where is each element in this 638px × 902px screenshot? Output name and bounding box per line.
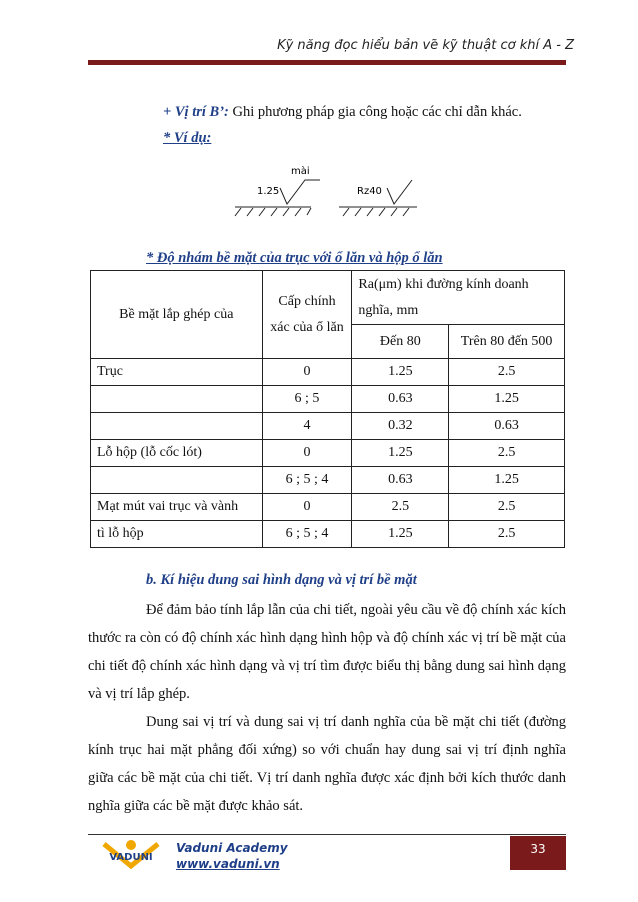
position-b-label: + Vị trí B’: — [163, 104, 229, 120]
table-cell: 0 — [262, 359, 352, 386]
table-cell: 2.5 — [449, 494, 565, 521]
table-cell: Mạt mút vai trục và vành — [91, 494, 263, 521]
table-cell: 1.25 — [352, 521, 449, 548]
vaduni-logo — [100, 838, 162, 872]
example-label: * Ví dụ: — [163, 130, 212, 146]
header-surface: Bề mặt lắp ghép của — [91, 271, 263, 359]
page-header-title: Kỹ năng đọc hiểu bản vẽ kỹ thuật cơ khí A - Z — [277, 38, 574, 53]
table-cell: 4 — [262, 413, 352, 440]
table-cell: 0.63 — [449, 413, 565, 440]
section-b-title: b. Kí hiệu dung sai hình dạng và vị trí bề mặt — [146, 572, 417, 588]
section-b-paragraph-2: Dung sai vị trí và dung sai vị trí danh nghĩa của bề mặt chi tiết (đường kính trục hai mặt phẳng đối xứng) so với chuẩn hay dung sai vị trí định nghĩa giữa các bề mặt của chi tiết. Vị trí danh nghĩa được xác định bởi kích thước danh nghĩa giữa các bề mặt được khảo sát. — [88, 714, 566, 814]
roughness-table — [90, 270, 565, 548]
table-cell: 0.63 — [352, 467, 449, 494]
table-cell — [91, 467, 263, 494]
footer-website-link[interactable]: www.vaduni.vn — [176, 857, 280, 871]
table-row — [91, 413, 565, 440]
machining-method-label: mài — [291, 166, 310, 177]
ra-value-label: 1.25 — [257, 186, 280, 197]
table-cell: tì lỗ hộp — [91, 521, 263, 548]
subheader-up-to-80: Đến 80 — [352, 325, 449, 359]
footer-divider — [88, 834, 566, 835]
header-ra: Ra(μm) khi đường kính doanh nghĩa, mm — [352, 271, 565, 325]
table-cell: 1.25 — [352, 359, 449, 386]
table-row — [91, 440, 565, 467]
header-precision: Cấp chính xác của ổ lăn — [262, 271, 352, 359]
table-cell: 1.25 — [449, 386, 565, 413]
table-cell: 6 ; 5 ; 4 — [262, 467, 352, 494]
table-cell: 6 ; 5 — [262, 386, 352, 413]
logo-wordmark: VADUNI — [109, 852, 153, 863]
roughness-symbols-figure — [225, 160, 425, 220]
table-body — [91, 359, 565, 548]
position-b-text: Ghi phương pháp gia công hoặc các chỉ dẫn khác. — [228, 104, 522, 120]
table-cell — [91, 413, 263, 440]
table-cell: 2.5 — [449, 359, 565, 386]
table-row — [91, 359, 565, 386]
table-cell: 0.32 — [352, 413, 449, 440]
table-row — [91, 467, 565, 494]
table-cell: 0 — [262, 440, 352, 467]
subheader-80-to-500: Trên 80 đến 500 — [449, 325, 565, 359]
table-cell: 6 ; 5 ; 4 — [262, 521, 352, 548]
table-row — [91, 494, 565, 521]
table-cell — [91, 386, 263, 413]
table-cell: 1.25 — [449, 467, 565, 494]
table-row — [91, 386, 565, 413]
table-heading: * Độ nhám bề mặt của trục với ổ lăn và hộp ổ lăn — [146, 250, 443, 266]
table-cell: Lỗ hộp (lỗ cốc lót) — [91, 440, 263, 467]
table-cell: 2.5 — [449, 440, 565, 467]
footer-info — [176, 840, 288, 872]
section-b-paragraph-1: Để đảm bảo tính lắp lẫn của chi tiết, ngoài yêu cầu về độ chính xác kích thước ra còn có độ chính xác hình dạng hình hộp và độ chính xác vị trí bề mặt của chi tiết độ chính xác hình dạng và vị trí tìm được biểu thị bằng dung sai hình dạng và vị trí lắp ghép. — [88, 602, 566, 702]
intro-line — [163, 98, 522, 126]
page-number: 33 — [510, 836, 566, 870]
table-cell: 0 — [262, 494, 352, 521]
footer-academy: Vaduni Academy — [176, 841, 288, 855]
table-cell: 2.5 — [352, 494, 449, 521]
rz-value-label: Rz40 — [357, 186, 382, 197]
table-cell: 2.5 — [449, 521, 565, 548]
table-cell: 0.63 — [352, 386, 449, 413]
header-divider — [88, 60, 566, 65]
table-row — [91, 521, 565, 548]
table-cell: 1.25 — [352, 440, 449, 467]
table-cell: Trục — [91, 359, 263, 386]
